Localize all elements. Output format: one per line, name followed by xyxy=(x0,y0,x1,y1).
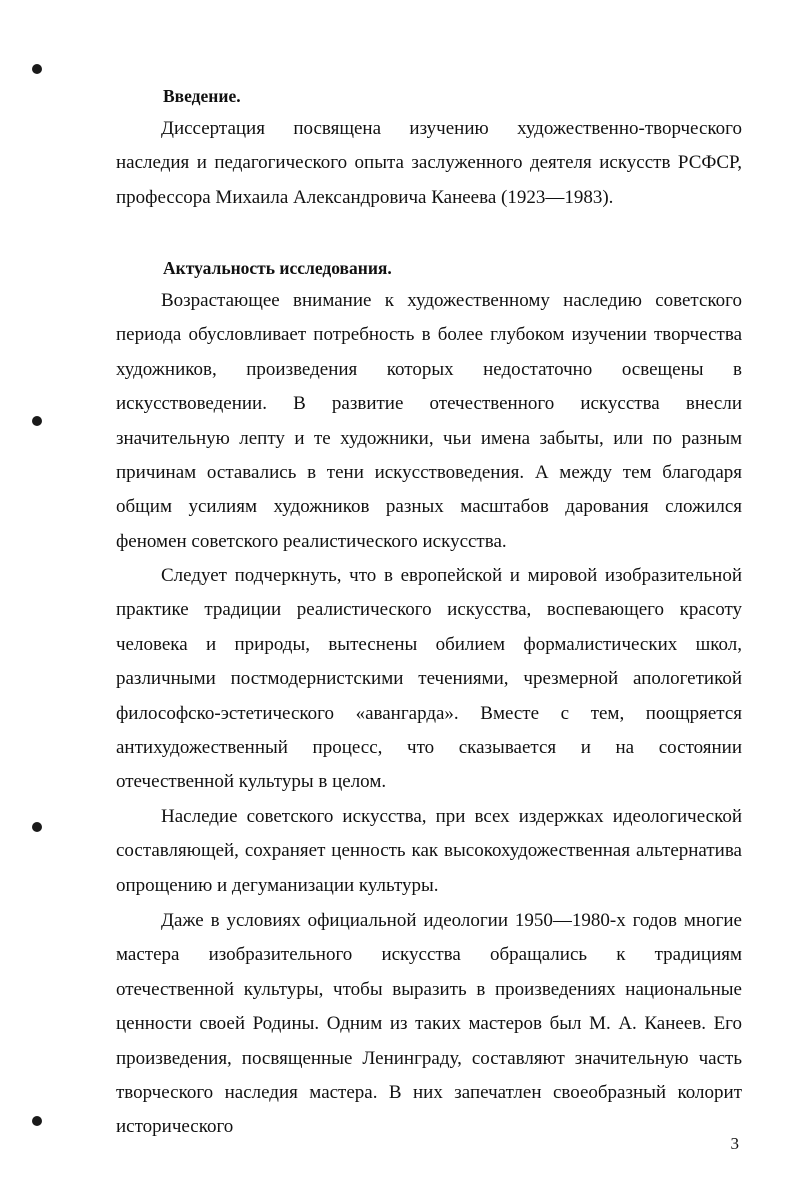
binding-hole-mark xyxy=(32,416,42,426)
paragraph-introduction: Диссертация посвящена изучению художественно-творческого наследия и педагогического опыта заслуженного деятеля искусств РСФСР, профессора Михаила Александровича Канеева (1923—1983). xyxy=(116,118,742,208)
binding-hole-mark xyxy=(32,64,42,74)
paragraph-relevance-2: Следует подчеркнуть, что в европейской и мировой изобразительной практике традиции реалистического искусства, воспевающего красоту человека и природы, вытеснены обилием формалистических школ, различными постмодернистскими течениями, чрезмерной апологетикой философско-эстетического «авангарда». Вместе с тем, поощряется антихудожественный процесс, что сказывается и на состоянии отечественной культуры в целом. xyxy=(116,565,742,793)
paragraph-relevance-3: Наследие советского искусства, при всех издержках идеологической составляющей, сохраняет ценность как высокохудожественная альтернатива опрощению и дегуманизации культуры. xyxy=(116,806,742,896)
page-number: 3 xyxy=(730,1134,739,1153)
paragraph-relevance-1: Возрастающее внимание к художественному наследию советского периода обусловливает потребность в более глубоком изучении творчества художников, произведения которых недостаточно освещены в искусствоведении. В развитие отечественного искусства внесли значительную лепту и те художники, чьи имена забыты, или по разным причинам оставались в тени искусствоведения. А между тем благодаря общим усилиям художников разных масштабов дарования сложился феномен советского реалистического искусства. xyxy=(116,290,742,552)
section-heading-introduction: Введение. xyxy=(163,86,241,106)
paragraph-relevance-4: Даже в условиях официальной идеологии 1950—1980-х годов многие мастера изобразительного искусства обращались к традициям отечественной культуры, чтобы выразить в произведениях национальные ценности своей Родины. Одним из таких мастеров был М. А. Канеев. Его произведения, посвященные Ленинграду, составляют значительную часть творческого наследия мастера. В них запечатлен своеобразный колорит исторического xyxy=(116,910,742,1138)
binding-hole-mark xyxy=(32,1116,42,1126)
section-heading-relevance: Актуальность исследования. xyxy=(163,258,392,278)
binding-hole-mark xyxy=(32,822,42,832)
